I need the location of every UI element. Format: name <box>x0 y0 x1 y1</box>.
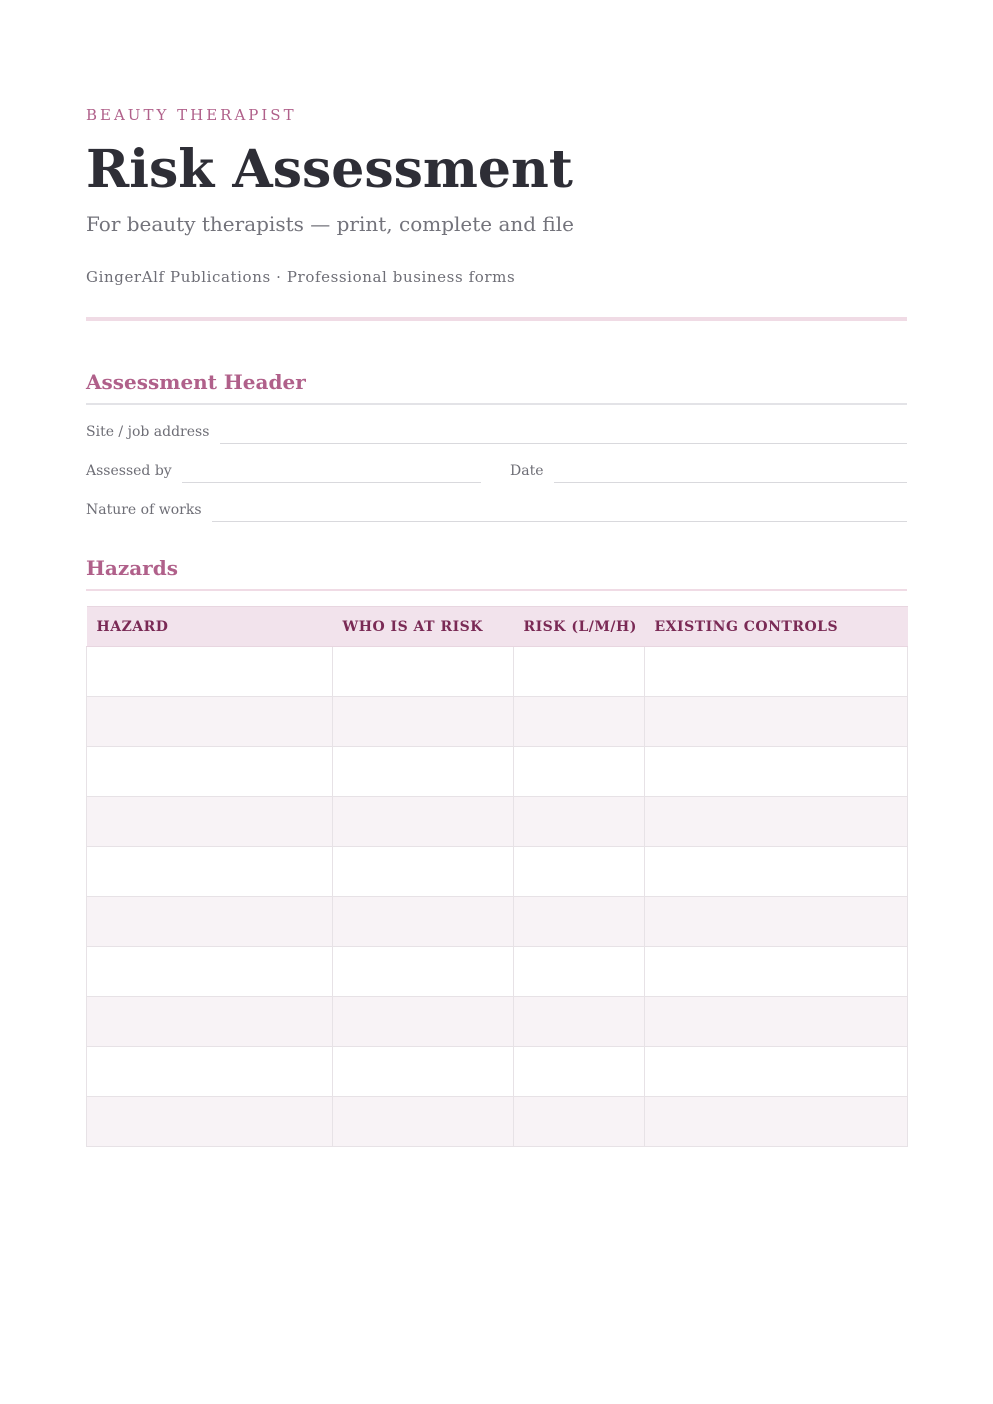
table-cell-who-is-at-risk[interactable] <box>333 697 514 747</box>
table-cell-risk-level[interactable] <box>514 747 645 797</box>
table-cell-who-is-at-risk[interactable] <box>333 997 514 1047</box>
site-address-label: Site / job address <box>86 424 210 440</box>
table-cell-who-is-at-risk[interactable] <box>333 897 514 947</box>
assessed-by-field[interactable] <box>182 482 481 483</box>
table-cell-who-is-at-risk[interactable] <box>333 947 514 997</box>
table-row <box>87 697 908 747</box>
table-cell-hazard[interactable] <box>87 897 333 947</box>
table-row <box>87 747 908 797</box>
site-address-field[interactable] <box>220 443 907 444</box>
table-cell-existing-controls[interactable] <box>645 647 908 697</box>
table-cell-who-is-at-risk[interactable] <box>333 1047 514 1097</box>
table-cell-who-is-at-risk[interactable] <box>333 1097 514 1147</box>
table-row <box>87 797 908 847</box>
table-cell-existing-controls[interactable] <box>645 1097 908 1147</box>
publisher-line: GingerAlf Publications · Professional business forms <box>86 268 516 286</box>
table-cell-hazard[interactable] <box>87 1097 333 1147</box>
table-cell-risk-level[interactable] <box>514 647 645 697</box>
table-cell-hazard[interactable] <box>87 747 333 797</box>
section-title-assessment-header: Assessment Header <box>86 370 306 394</box>
table-cell-existing-controls[interactable] <box>645 897 908 947</box>
page-title: Risk Assessment <box>86 139 573 200</box>
table-cell-who-is-at-risk[interactable] <box>333 797 514 847</box>
table-cell-hazard[interactable] <box>87 847 333 897</box>
header-divider <box>86 317 907 321</box>
table-row <box>87 647 908 697</box>
table-cell-existing-controls[interactable] <box>645 847 908 897</box>
table-row <box>87 1047 908 1097</box>
table-header-row <box>87 607 908 647</box>
table-cell-risk-level[interactable] <box>514 797 645 847</box>
column-header-existing-controls: EXISTING CONTROLS <box>645 607 908 647</box>
table-cell-who-is-at-risk[interactable] <box>333 747 514 797</box>
hazards-table <box>86 606 908 1147</box>
column-header-who-is-at-risk: WHO IS AT RISK <box>333 607 514 647</box>
table-cell-existing-controls[interactable] <box>645 797 908 847</box>
section-divider <box>86 403 907 405</box>
table-cell-existing-controls[interactable] <box>645 997 908 1047</box>
table-cell-hazard[interactable] <box>87 647 333 697</box>
table-cell-hazard[interactable] <box>87 697 333 747</box>
table-cell-hazard[interactable] <box>87 947 333 997</box>
table-cell-existing-controls[interactable] <box>645 697 908 747</box>
table-row <box>87 847 908 897</box>
column-header-risk-level: RISK (L/M/H) <box>514 607 645 647</box>
nature-of-works-field[interactable] <box>212 521 907 522</box>
table-row <box>87 997 908 1047</box>
table-cell-existing-controls[interactable] <box>645 947 908 997</box>
page-subtitle: For beauty therapists — print, complete and file <box>86 212 574 236</box>
table-cell-risk-level[interactable] <box>514 1097 645 1147</box>
table-cell-existing-controls[interactable] <box>645 1047 908 1097</box>
assessed-by-label: Assessed by <box>86 463 172 479</box>
table-cell-hazard[interactable] <box>87 797 333 847</box>
table-cell-risk-level[interactable] <box>514 847 645 897</box>
table-cell-who-is-at-risk[interactable] <box>333 647 514 697</box>
form-category: BEAUTY THERAPIST <box>86 106 297 124</box>
date-label: Date <box>510 463 544 479</box>
table-row <box>87 947 908 997</box>
table-cell-who-is-at-risk[interactable] <box>333 847 514 897</box>
section-title-hazards: Hazards <box>86 556 178 580</box>
table-cell-risk-level[interactable] <box>514 697 645 747</box>
table-row <box>87 1097 908 1147</box>
section-divider <box>86 589 907 591</box>
table-cell-risk-level[interactable] <box>514 997 645 1047</box>
table-cell-risk-level[interactable] <box>514 897 645 947</box>
table-row <box>87 897 908 947</box>
table-cell-risk-level[interactable] <box>514 1047 645 1097</box>
column-header-hazard: HAZARD <box>87 607 333 647</box>
table-cell-risk-level[interactable] <box>514 947 645 997</box>
table-cell-hazard[interactable] <box>87 1047 333 1097</box>
table-cell-existing-controls[interactable] <box>645 747 908 797</box>
nature-of-works-label: Nature of works <box>86 502 202 518</box>
table-cell-hazard[interactable] <box>87 997 333 1047</box>
date-field[interactable] <box>554 482 907 483</box>
